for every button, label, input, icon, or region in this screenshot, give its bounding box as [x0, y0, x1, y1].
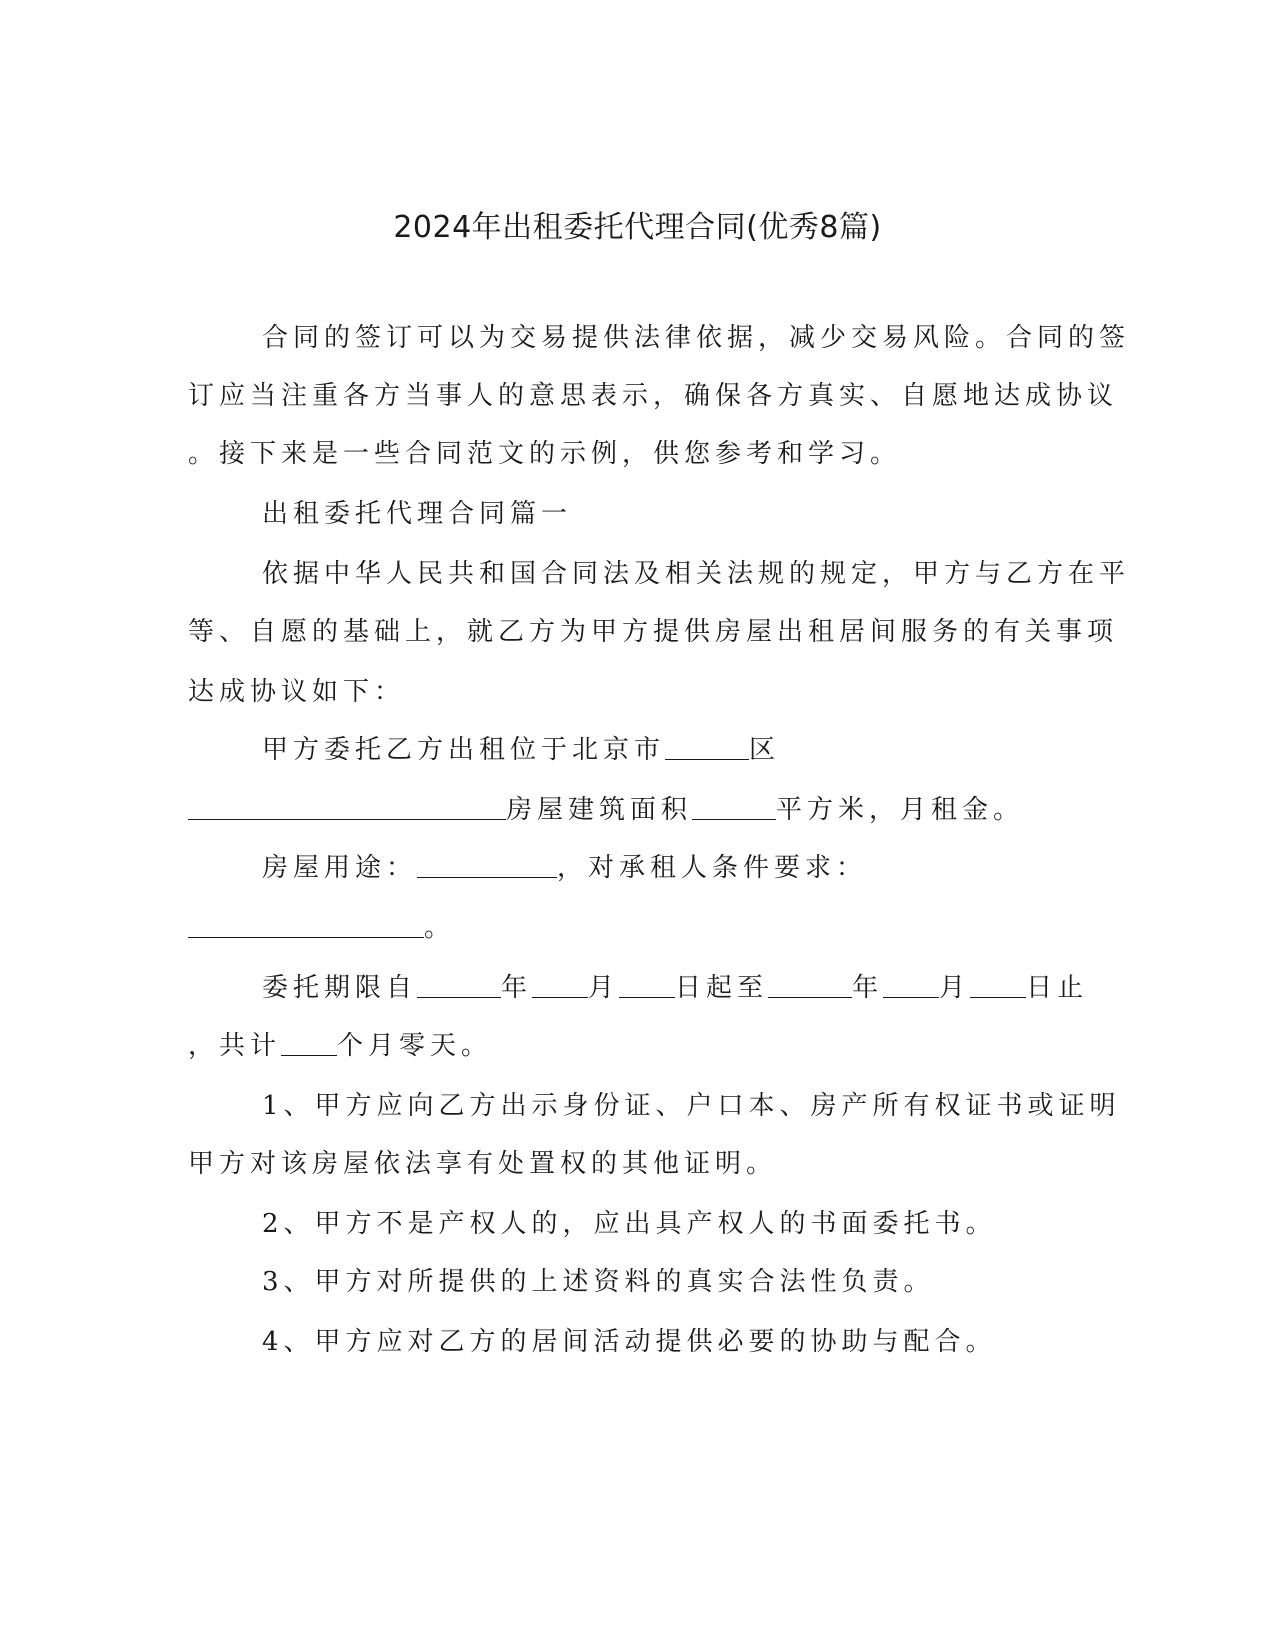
end-day-blank: [970, 973, 1026, 998]
document-title: 2024年出租委托代理合同(优秀8篇): [393, 210, 882, 245]
intro-line-2: 订应当注重各方当事人的意思表示，确保各方真实、自愿地达成协议: [188, 381, 1119, 411]
tenant-requirement-blank: [188, 913, 424, 938]
start-month-blank: [532, 973, 588, 998]
term-total-label: ，共计: [188, 1031, 282, 1061]
clause-1-line-2: 甲方对该房屋依法享有处置权的其他证明。: [188, 1149, 778, 1179]
usage-period: 。: [424, 913, 456, 943]
usage-label: 房屋用途：: [262, 853, 418, 883]
usage-line-2: [188, 910, 455, 946]
address-blank: [188, 795, 506, 820]
term-line-1: [262, 970, 1088, 1006]
start-year-blank: [417, 973, 501, 998]
term-day-1: 日起至: [675, 973, 769, 1003]
end-month-blank: [883, 973, 939, 998]
clause-1-line-1: 1、甲方应向乙方出示身份证、户口本、房产所有权证书或证明: [262, 1091, 1121, 1121]
intro-line-3: 。接下来是一些合同范文的示例，供您参考和学习。: [188, 439, 902, 469]
term-month-1: 月: [588, 973, 620, 1003]
clause-3: 3、甲方对所提供的上述资料的真实合法性负责。: [262, 1267, 935, 1297]
usage-blank: [417, 853, 557, 878]
term-label: 委托期限自: [262, 973, 418, 1003]
start-day-blank: [619, 973, 675, 998]
basis-line-1: 依据中华人民共和国合同法及相关法规的规定，甲方与乙方在平: [262, 559, 1131, 589]
location-line-1: [262, 732, 780, 768]
area-blank: [692, 795, 776, 820]
section-heading: 出租委托代理合同篇一: [262, 499, 573, 529]
location-text-city: 甲方委托乙方出租位于北京市: [262, 735, 666, 765]
basis-line-3: 达成协议如下：: [188, 677, 406, 707]
location-text-rent: 平方米，月租金。: [776, 795, 1025, 825]
term-year-2: 年: [852, 973, 884, 1003]
intro-line-1: 合同的签订可以为交易提供法律依据，减少交易风险。合同的签: [262, 323, 1131, 353]
usage-line-1: [262, 850, 867, 886]
term-total-unit: 个月零天。: [337, 1031, 493, 1061]
term-year-1: 年: [501, 973, 533, 1003]
term-day-2: 日止: [1026, 973, 1089, 1003]
clause-4: 4、甲方应对乙方的居间活动提供必要的协助与配合。: [262, 1327, 997, 1357]
months-blank: [281, 1031, 337, 1056]
end-year-blank: [768, 973, 852, 998]
tenant-requirement-label: ，对承租人条件要求：: [557, 853, 868, 883]
location-line-2: [188, 792, 1024, 828]
district-blank: [665, 735, 749, 760]
term-month-2: 月: [939, 973, 971, 1003]
term-line-2: [188, 1028, 492, 1064]
location-text-area: 房屋建筑面积: [506, 795, 693, 825]
location-text-district: 区: [749, 735, 781, 765]
clause-2: 2、甲方不是产权人的，应出具产权人的书面委托书。: [262, 1209, 997, 1239]
basis-line-2: 等、自愿的基础上，就乙方为甲方提供房屋出租居间服务的有关事项: [188, 617, 1119, 647]
